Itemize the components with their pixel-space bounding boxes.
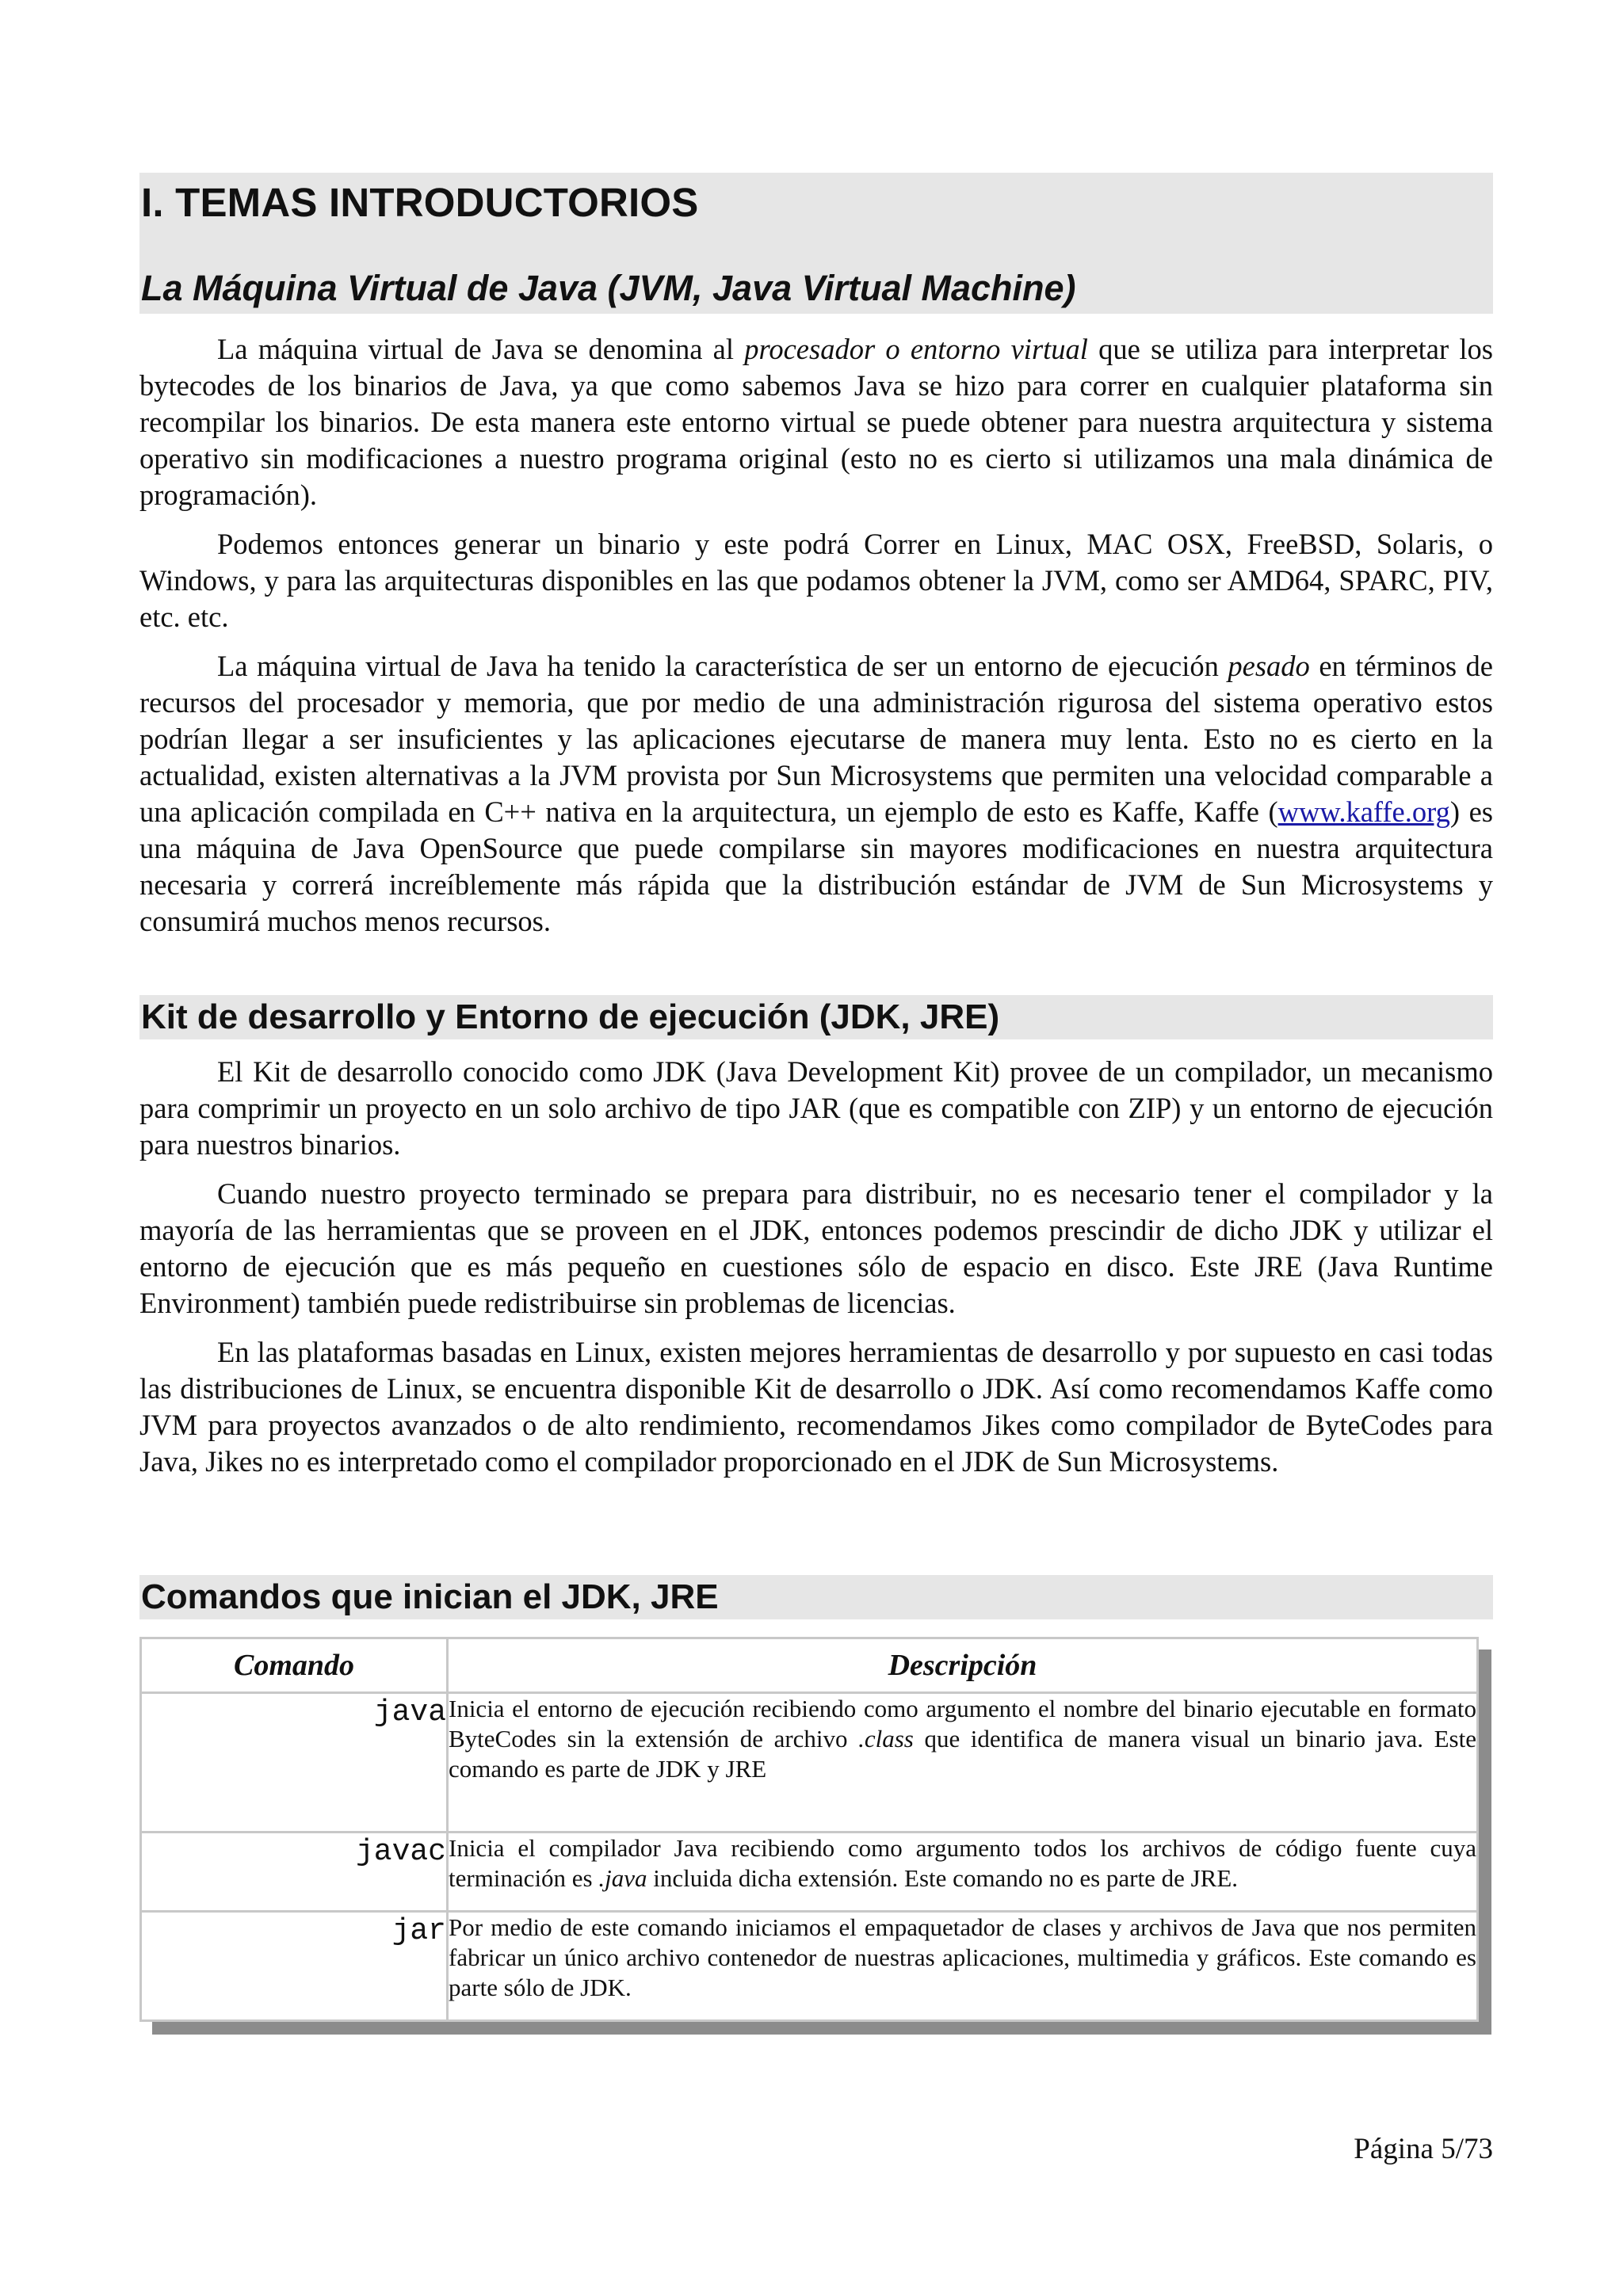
paragraph: En las plataformas basadas en Linux, existen mejores herramientas de desarrollo y por supuesto en casi todas las distribuciones de Linux, se encuentra disponible Kit de desarrollo o JDK. Así como recomendamos Kaffe como JVM para proyectos avanzados o de alto rendimiento, recomendamos Jikes como compilador de ByteCodes para Java, Jikes no es interpretado como el compilador proporcionado en el JDK de Sun Microsystems. — [139, 1336, 1493, 1478]
kaffe-link[interactable]: www.kaffe.org — [1277, 795, 1450, 828]
text: La máquina virtual de Java ha tenido la característica de ser un entorno de ejecución — [217, 650, 1228, 682]
description-cell — [448, 1912, 1478, 2021]
text: en términos de recursos del procesador y memoria, que por medio de una administración rigurosa del sistema operativo estos podrían llegar a ser insuficientes y las aplicaciones ejecutarse de manera muy lenta. Esto no es cierto en la actualidad, existen alternativas a la JVM provista por Sun Microsystems que permiten una velocidad comparable a una aplicación compilada en C++ nativa en la arquitectura, un ejemplo de esto es Kaffe, Kaffe ( — [139, 650, 1493, 828]
section-header-band — [139, 1575, 1493, 1619]
emphasis: pesado — [1228, 650, 1310, 682]
section-title-commands: Comandos que inician el JDK, JRE — [141, 1577, 719, 1616]
commands-table-wrapper — [139, 1637, 1479, 2022]
section-jvm-body — [139, 331, 1493, 952]
emphasis: .class — [858, 1725, 914, 1753]
table-row — [141, 1833, 1478, 1912]
table-row — [141, 1693, 1478, 1833]
text: Por medio de este comando iniciamos el empaquetador de clases y archivos de Java que nos permiten fabricar un único archivo contenedor de nuestras aplicaciones, multimedia y gráficos. Este comando es parte sólo de JDK. — [449, 1913, 1476, 2001]
table-header-row — [141, 1638, 1478, 1693]
description-cell — [448, 1833, 1478, 1912]
column-header-description: Descripción — [448, 1638, 1478, 1693]
text: ) es una máquina de Java OpenSource que puede compilarse sin mayores modificaciones en nuestra arquitectura necesaria y correrá increíblemente más rápida que la distribución estándar de JVM de Sun Microsystems y consumirá muchos menos recursos. — [139, 795, 1493, 937]
text: que identifica de manera visual un binario java. Este comando es parte de JDK y JRE — [449, 1725, 1476, 1783]
section-title-jdk-jre: Kit de desarrollo y Entorno de ejecución (JDK, JRE) — [141, 997, 1000, 1036]
text: Inicia el compilador Java recibiendo como argumento todos los archivos de código fuente cuya terminación es — [449, 1834, 1476, 1892]
paragraph: Cuando nuestro proyecto terminado se prepara para distribuir, no es necesario tener el compilador y la mayoría de las herramientas que se proveen en el JDK, entonces podemos prescindir de dicho JDK y utilizar el entorno de ejecución que es más pequeño en cuestiones sólo de espacio en disco. Este JRE (Java Runtime Environment) también puede redistribuirse sin problemas de licencias. — [139, 1177, 1493, 1319]
section-title-jvm: La Máquina Virtual de Java (JVM, Java Virtual Machine) — [141, 268, 1076, 308]
emphasis: .java — [598, 1864, 647, 1892]
command-cell: javac — [141, 1833, 448, 1912]
command-cell: java — [141, 1693, 448, 1833]
paragraph: Podemos entonces generar un binario y este podrá Correr en Linux, MAC OSX, FreeBSD, Solaris, o Windows, y para las arquitecturas disponibles en las que podamos obtener la JVM, como ser AMD64, SPARC, PIV, etc. etc. — [139, 528, 1493, 633]
paragraph: El Kit de desarrollo conocido como JDK (Java Development Kit) provee de un compilador, un mecanismo para comprimir un proyecto en un solo archivo de tipo JAR (que es compatible con ZIP) y un entorno de ejecución para nuestros binarios. — [139, 1055, 1493, 1161]
text: incluida dicha extensión. Este comando no es parte de JRE. — [647, 1864, 1239, 1892]
paragraph — [139, 648, 1493, 940]
section-jdk-body — [139, 1054, 1493, 1493]
column-header-command: Comando — [141, 1638, 448, 1693]
page-number: Página 5/73 — [1354, 2133, 1493, 2165]
commands-table — [139, 1637, 1479, 2022]
paragraph — [139, 331, 1493, 513]
text: Inicia el entorno de ejecución recibiendo como argumento el nombre del binario ejecutable en formato ByteCodes sin la extensión de archivo — [449, 1695, 1476, 1753]
text: La máquina virtual de Java se denomina al — [217, 333, 745, 365]
chapter-header-band — [139, 173, 1493, 314]
text: que se utiliza para interpretar los bytecodes de los binarios de Java, ya que como sabemos Java se hizo para correr en cualquier plataforma sin recompilar los binarios. De esta manera este entorno virtual se puede obtener para nuestra arquitectura y sistema operativo sin modificaciones a nuestro programa original (esto no es cierto si utilizamos una mala dinámica de programación). — [139, 333, 1493, 511]
chapter-title: I. TEMAS INTRODUCTORIOS — [141, 180, 699, 225]
section-header-band — [139, 995, 1493, 1039]
description-cell — [448, 1693, 1478, 1833]
emphasis: procesador o entorno virtual — [744, 333, 1088, 365]
table-row — [141, 1912, 1478, 2021]
command-cell: jar — [141, 1912, 448, 2021]
